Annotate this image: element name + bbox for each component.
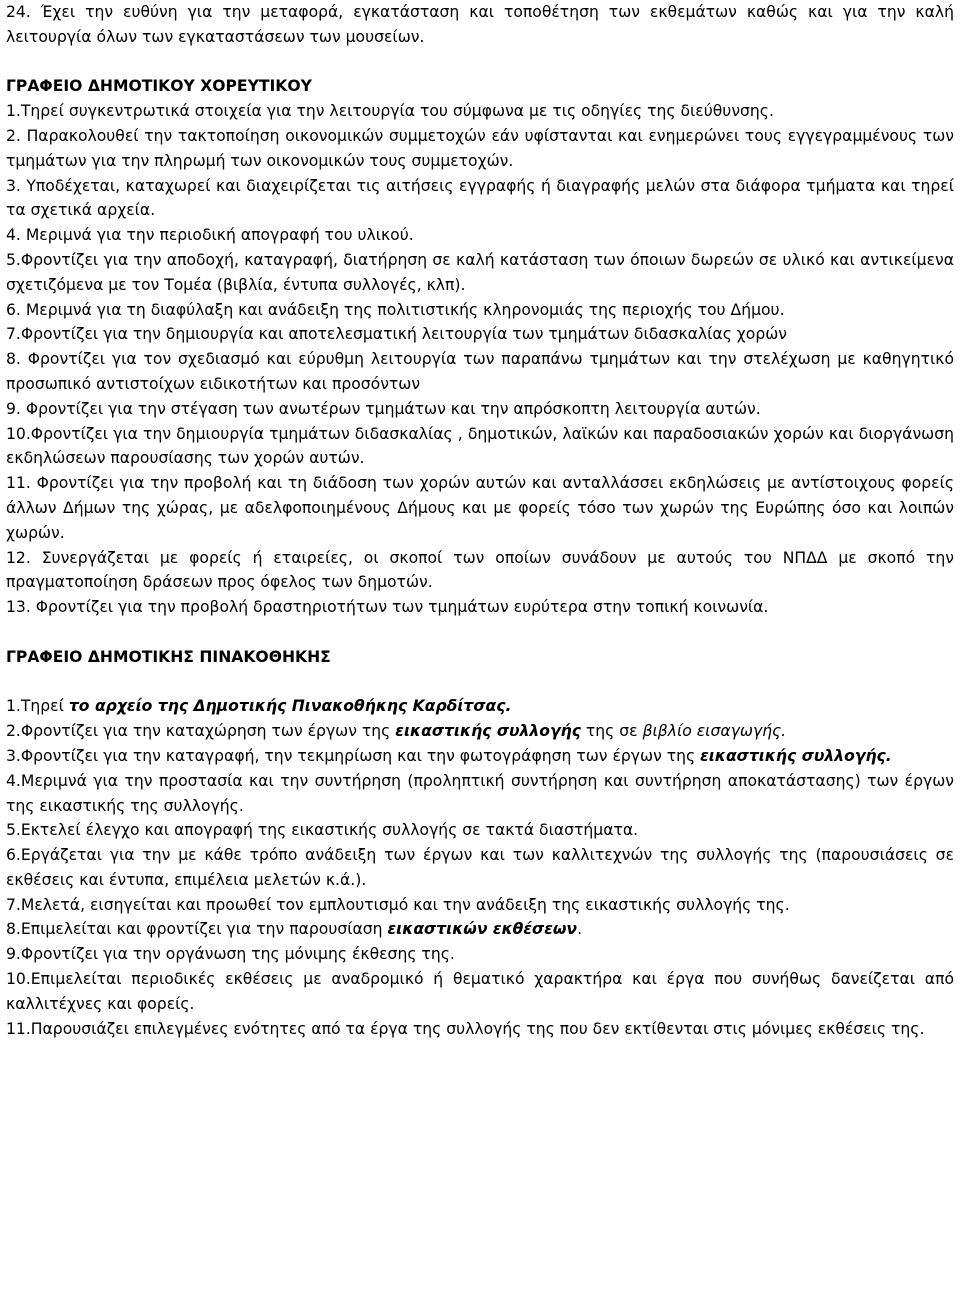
dance-item-4: 4. Μεριμνά για την περιοδική απογραφή του υλικού. [6, 226, 414, 245]
gallery-item-8 [6, 917, 954, 942]
gallery-item-1 [6, 694, 954, 719]
dance-office-heading: ΓΡΑΦΕΙΟ ΔΗΜΟΤΙΚΟΥ ΧΟΡΕΥΤΙΚΟΥ [6, 77, 312, 96]
gallery-item-5: 5.Εκτελεί έλεγχο και απογραφή της εικαστικής συλλογής σε τακτά διαστήματα. [6, 821, 639, 840]
gallery-item-3-emphasis: εικαστικής συλλογής. [700, 746, 892, 765]
gallery-item-2-mid: της σε [580, 722, 643, 741]
gallery-item-3-text: 3.Φροντίζει για την καταγραφή, την τεκμηρίωση και την φωτογράφηση των έργων της [6, 746, 701, 765]
gallery-item-8-emphasis: εικαστικών εκθέσεων [387, 920, 578, 939]
gallery-item-4: 4.Μεριμνά για την προστασία και την συντήρηση (προληπτική συντήρηση και συντήρηση αποκατάστασης) των έργων της εικαστικής της συλλογής. [6, 771, 954, 815]
gallery-item-3 [6, 744, 954, 769]
dance-item-5: 5.Φροντίζει για την αποδοχή, καταγραφή, διατήρηση σε καλή κατάσταση των όποιων δωρεών σε υλικό και αντικείμενα σχετιζόμενα με τον Τομέα (βιβλία, έντυπα συλλογές, κλπ). [6, 250, 954, 294]
gallery-item-8-post: . [577, 920, 583, 939]
dance-item-6: 6. Μεριμνά για τη διαφύλαξη και ανάδειξη της πολιτιστικής κληρονομιάς της περιοχής του Δήμου. [6, 300, 785, 319]
dance-item-2: 2. Παρακολουθεί την τακτοποίηση οικονομικών συμμετοχών εάν υφίστανται και ενημερώνει τους εγγεγραμμένους των τμημάτων για την πληρωμή των οικονομικών τους συμμετοχών. [6, 126, 954, 170]
dance-item-1: 1.Τηρεί συγκεντρωτικά στοιχεία για την λειτουργία του σύμφωνα με τις οδηγίες της διεύθυνσης. [6, 102, 774, 121]
gallery-item-1-emphasis: το αρχείο της Δημοτικής Πινακοθήκης Καρδίτσας. [68, 697, 512, 716]
dance-item-8: 8. Φροντίζει για τον σχεδιασμό και εύρυθμη λειτουργία των παραπάνω τμημάτων και την στελέχωση με καθηγητικό προσωπικό αντιστοίχων ειδικοτήτων και προσόντων [6, 350, 954, 393]
gallery-item-1-text: 1.Τηρεί [6, 697, 69, 716]
gallery-item-2 [6, 719, 954, 744]
dance-item-7: 7.Φροντίζει για την δημιουργία και αποτελεσματική λειτουργία των τμημάτων διδασκαλίας χορών [6, 325, 788, 344]
dance-office-list [6, 99, 954, 620]
gallery-item-8-text: 8.Επιμελείται και φροντίζει για την παρουσίαση [6, 920, 388, 939]
dance-item-11: 11. Φροντίζει για την προβολή και τη διάδοση των χορών αυτών και ανταλλάσσει εκδηλώσεις με αντίστοιχους φορείς άλλων Δήμων της χώρας, με αδελφοποιημένους Δήμους και με φορείς τόσο των χωρών της Ευρώπης όσο και λοιπών χωρών. [6, 474, 954, 542]
intro-item-24: 24. Έχει την ευθύνη για την μεταφορά, εγκατάσταση και τοποθέτηση των εκθεμάτων καθώς και για την καλή λειτουργία όλων των εγκαταστάσεων των μουσείων. [6, 3, 954, 46]
gallery-item-6: 6.Εργάζεται για την με κάθε τρόπο ανάδειξη των έργων και των καλλιτεχνών της συλλογής της (παρουσιάσεις σε εκθέσεις και έντυπα, επιμέλεια μελετών κ.ά.). [6, 846, 954, 889]
gallery-item-11: 11.Παρουσιάζει επιλεγμένες ενότητες από τα έργα της συλλογής της που δεν εκτίθενται στις μόνιμες εκθέσεις της. [6, 1019, 925, 1038]
spacer [6, 50, 954, 75]
gallery-office-heading: ΓΡΑΦΕΙΟ ΔΗΜΟΤΙΚΗΣ ΠΙΝΑΚΟΘΗΚΗΣ [6, 647, 331, 666]
spacer [6, 670, 954, 695]
dance-item-13: 13. Φροντίζει για την προβολή δραστηριοτήτων των τμημάτων ευρύτερα στην τοπική κοινωνία. [6, 598, 769, 617]
spacer [6, 620, 954, 645]
gallery-item-7: 7.Μελετά, εισηγείται και προωθεί τον εμπλουτισμό και την ανάδειξη της εικαστικής συλλογής της. [6, 895, 790, 914]
gallery-item-2-italic: βιβλίο εισαγωγής. [642, 722, 787, 741]
gallery-item-10: 10.Επιμελείται περιοδικές εκθέσεις με αναδρομικό ή θεματικό χαρακτήρα και έργα που συνήθως δανείζεται από καλλιτέχνες και φορείς. [6, 970, 954, 1013]
dance-item-9: 9. Φροντίζει για την στέγαση των ανωτέρων τμημάτων και την απρόσκοπτη λειτουργία αυτών. [6, 399, 761, 418]
dance-item-12: 12. Συνεργάζεται με φορείς ή εταιρείες, οι σκοποί των οποίων συνάδουν με αυτούς του ΝΠΔΔ με σκοπό την πραγματοποίηση δράσεων προς όφελος των δημοτών. [6, 548, 954, 592]
gallery-office-list [6, 694, 954, 1041]
gallery-item-9: 9.Φροντίζει για την οργάνωση της μόνιμης έκθεσης της. [6, 945, 455, 964]
dance-item-10: 10.Φροντίζει για την δημιουργία τμημάτων διδασκαλίας , δημοτικών, λαϊκών και παραδοσιακών χορών και διοργάνωση εκδηλώσεων παρουσίασης των χορών αυτών. [6, 424, 954, 468]
gallery-item-2-emphasis: εικαστικής συλλογής [395, 722, 581, 741]
gallery-item-2-text: 2.Φροντίζει για την καταχώρηση των έργων της [6, 722, 396, 741]
dance-item-3: 3. Υποδέχεται, καταχωρεί και διαχειρίζεται τις αιτήσεις εγγραφής ή διαγραφής μελών στα διάφορα τμήματα και τηρεί τα σχετικά αρχεία. [6, 176, 954, 220]
